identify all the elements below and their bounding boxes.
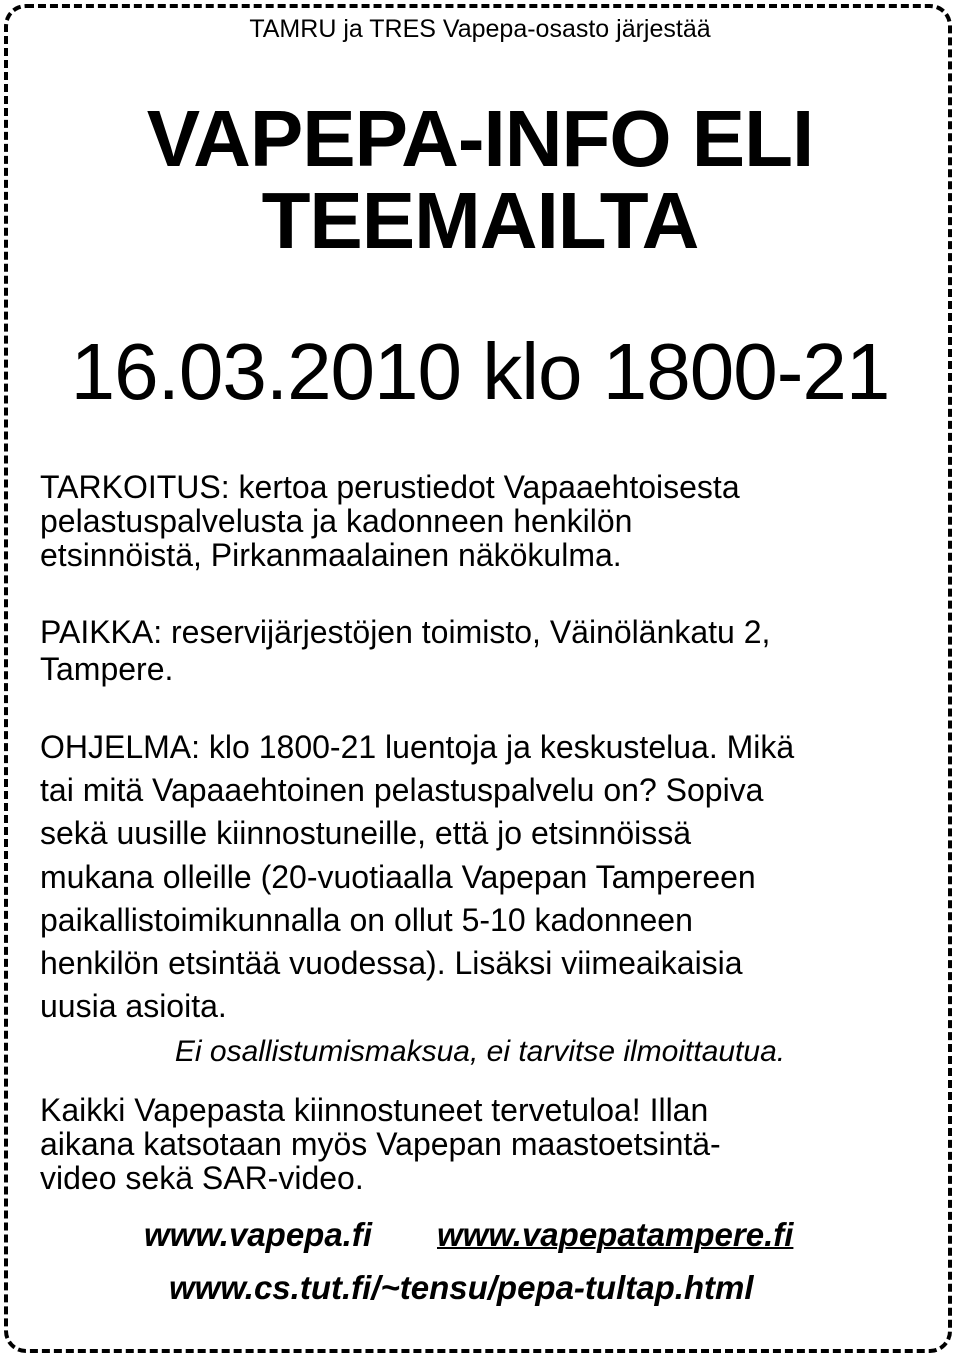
link-vapepatampere[interactable]: www.vapepatampere.fi — [437, 1216, 794, 1253]
welcome-paragraph — [40, 1093, 721, 1196]
purpose-line-2: pelastuspalvelusta ja kadonneen henkilön — [40, 503, 633, 540]
place-line-2: Tampere. — [40, 650, 174, 687]
link-vapepa[interactable]: www.vapepa.fi — [144, 1216, 373, 1253]
program-line-1: OHJELMA: klo 1800-21 luentoja ja keskustelua. Mikä — [40, 729, 795, 765]
organizer-line: TAMRU ja TRES Vapepa-osasto järjestää — [249, 15, 711, 43]
welcome-line-2: aikana katsotaan myös Vapepan maastoetsintä- — [40, 1126, 721, 1163]
title-line-2: TEEMAILTA — [261, 175, 699, 265]
welcome-line-3: video sekä SAR-video. — [40, 1160, 364, 1197]
place-paragraph — [40, 614, 770, 688]
purpose-line-1: TARKOITUS: kertoa perustiedot Vapaaehtoisesta — [40, 469, 740, 505]
program-line-7: uusia asioita. — [40, 988, 227, 1025]
program-line-5: paikallistoimikunnalla on ollut 5-10 kadonneen — [40, 901, 693, 938]
page-title — [0, 94, 960, 265]
title-line-1: VAPEPA-INFO ELI — [146, 94, 814, 183]
event-date: 16.03.2010 klo 1800-21 — [70, 327, 890, 416]
program-line-4: mukana olleille (20-vuotiaalla Vapepan Tampereen — [40, 858, 756, 895]
no-fee-notice: Ei osallistumismaksua, ei tarvitse ilmoittautua. — [174, 1035, 786, 1068]
purpose-line-3: etsinnöistä, Pirkanmaalainen näkökulma. — [40, 537, 622, 574]
program-line-3: sekä uusille kiinnostuneille, että jo etsinnöissä — [40, 815, 692, 852]
welcome-line-1: Kaikki Vapepasta kiinnostuneet tervetuloa! Illan — [40, 1092, 709, 1128]
link-tut-pepa[interactable]: www.cs.tut.fi/~tensu/pepa-tultap.html — [169, 1269, 754, 1306]
program-line-6: henkilön etsintää vuodessa). Lisäksi viimeaikaisia — [40, 944, 743, 981]
program-paragraph — [40, 726, 794, 1028]
purpose-paragraph — [40, 470, 740, 573]
place-line-1: PAIKKA: reservijärjestöjen toimisto, Väinölänkatu 2, — [40, 614, 771, 650]
program-line-2: tai mitä Vapaaehtoinen pelastuspalvelu on? Sopiva — [40, 772, 764, 809]
